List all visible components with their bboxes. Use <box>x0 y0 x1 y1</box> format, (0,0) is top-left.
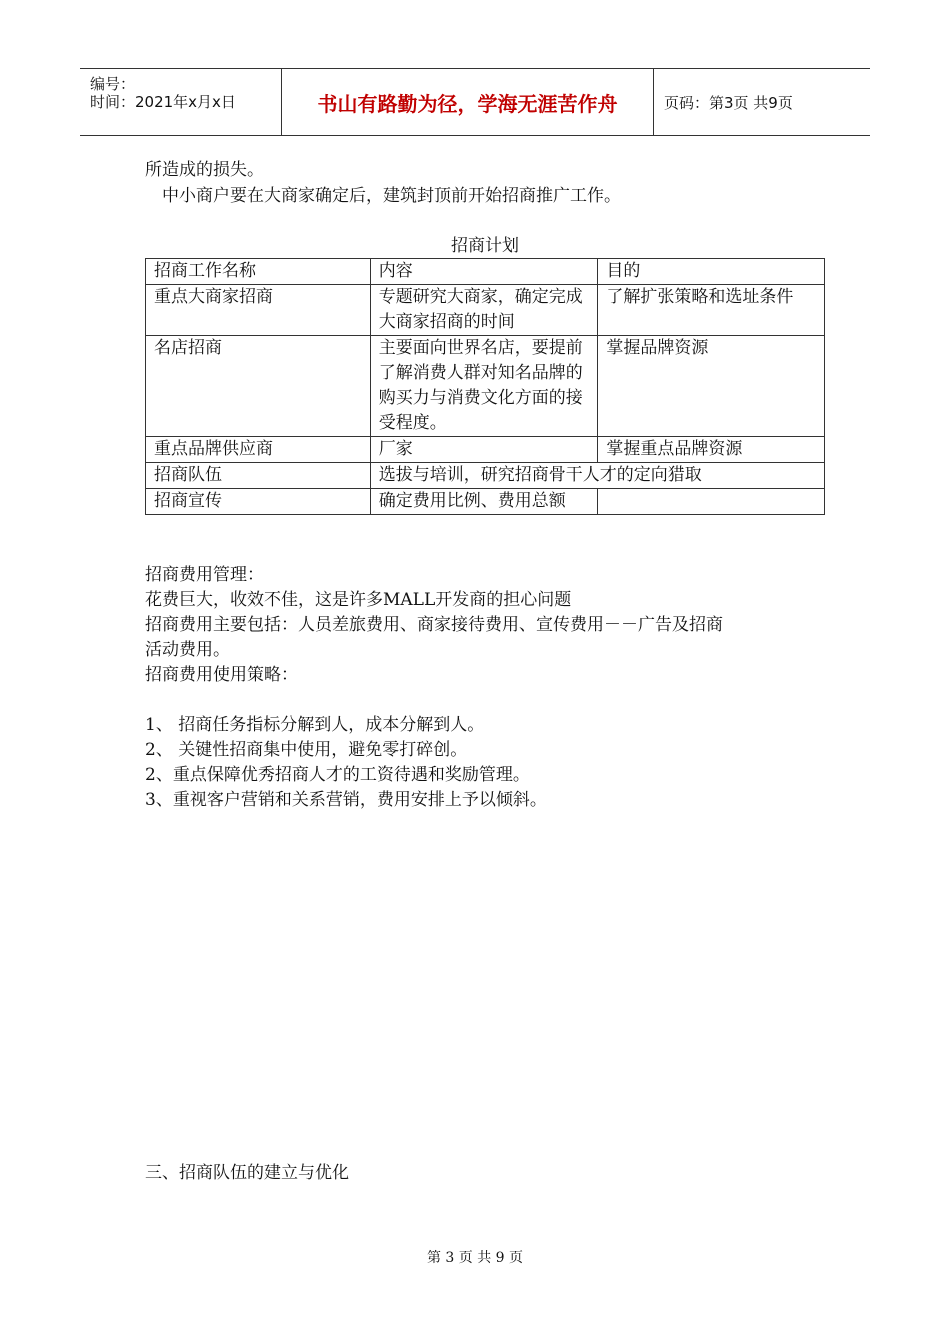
header-motto-cell <box>282 69 654 135</box>
header-motto: 书山有路勤为径，学海无涯苦作舟 <box>317 91 618 116</box>
table-row <box>146 463 825 489</box>
table-cell: 主要面向世界名店，要提前了解消费人群对知名品牌的购买力与消费文化方面的接受程度。 <box>370 336 598 437</box>
table-caption: 招商计划 <box>451 236 519 256</box>
table-row <box>146 437 825 463</box>
table-cell: 专题研究大商家，确定完成大商家招商的时间 <box>370 285 598 336</box>
header-meta <box>80 69 282 135</box>
section-heading: 三、招商队伍的建立与优化 <box>145 1163 349 1183</box>
table-cell: 招商队伍 <box>146 463 371 489</box>
body-line-2: 中小商户要在大商家确定后，建筑封顶前开始招商推广工作。 <box>162 186 621 206</box>
body-line-1: 所造成的损失。 <box>145 160 264 180</box>
table-cell-merged: 选拔与培训，研究招商骨干人才的定向猎取 <box>370 463 824 489</box>
table-cell: 名店招商 <box>146 336 371 437</box>
table-cell: 掌握品牌资源 <box>598 336 825 437</box>
table-row <box>146 285 825 336</box>
table-cell: 重点大商家招商 <box>146 285 371 336</box>
header-cell-name: 招商工作名称 <box>146 259 371 285</box>
cost-line-2b: 活动费用。 <box>145 640 230 660</box>
table-cell: 了解扩张策略和选址条件 <box>598 285 825 336</box>
page-header <box>80 68 870 136</box>
cost-title: 招商费用管理： <box>145 565 264 585</box>
table-cell: 厂家 <box>370 437 598 463</box>
date-label: 时间：2021年x月x日 <box>90 93 236 111</box>
page-footer: 第 3 页 共 9 页 <box>426 1250 524 1266</box>
table-row <box>146 489 825 515</box>
table-cell <box>598 489 825 515</box>
table-header-row <box>146 259 825 285</box>
header-cell-content: 内容 <box>370 259 598 285</box>
strategy-item: 1、 招商任务指标分解到人，成本分解到人。 <box>145 715 485 735</box>
header-cell-purpose: 目的 <box>598 259 825 285</box>
cost-line-2a: 招商费用主要包括：人员差旅费用、商家接待费用、宣传费用－－广告及招商 <box>145 615 723 635</box>
cost-line-1: 花费巨大，收效不佳，这是许多MALL开发商的担心问题 <box>145 590 572 610</box>
recruitment-plan-table <box>145 258 825 515</box>
strategy-item: 2、 关键性招商集中使用，避免零打碎创。 <box>145 740 468 760</box>
table-cell: 确定费用比例、费用总额 <box>370 489 598 515</box>
number-label: 编号： <box>90 75 136 93</box>
table-cell: 重点品牌供应商 <box>146 437 371 463</box>
strategy-item: 2、重点保障优秀招商人才的工资待遇和奖励管理。 <box>145 765 530 785</box>
header-page-label: 页码：第3页 共9页 <box>664 93 793 112</box>
table-cell: 掌握重点品牌资源 <box>598 437 825 463</box>
strategy-title: 招商费用使用策略： <box>145 665 298 685</box>
table-cell: 招商宣传 <box>146 489 371 515</box>
strategy-item: 3、重视客户营销和关系营销，费用安排上予以倾斜。 <box>145 790 547 810</box>
table-row <box>146 336 825 437</box>
